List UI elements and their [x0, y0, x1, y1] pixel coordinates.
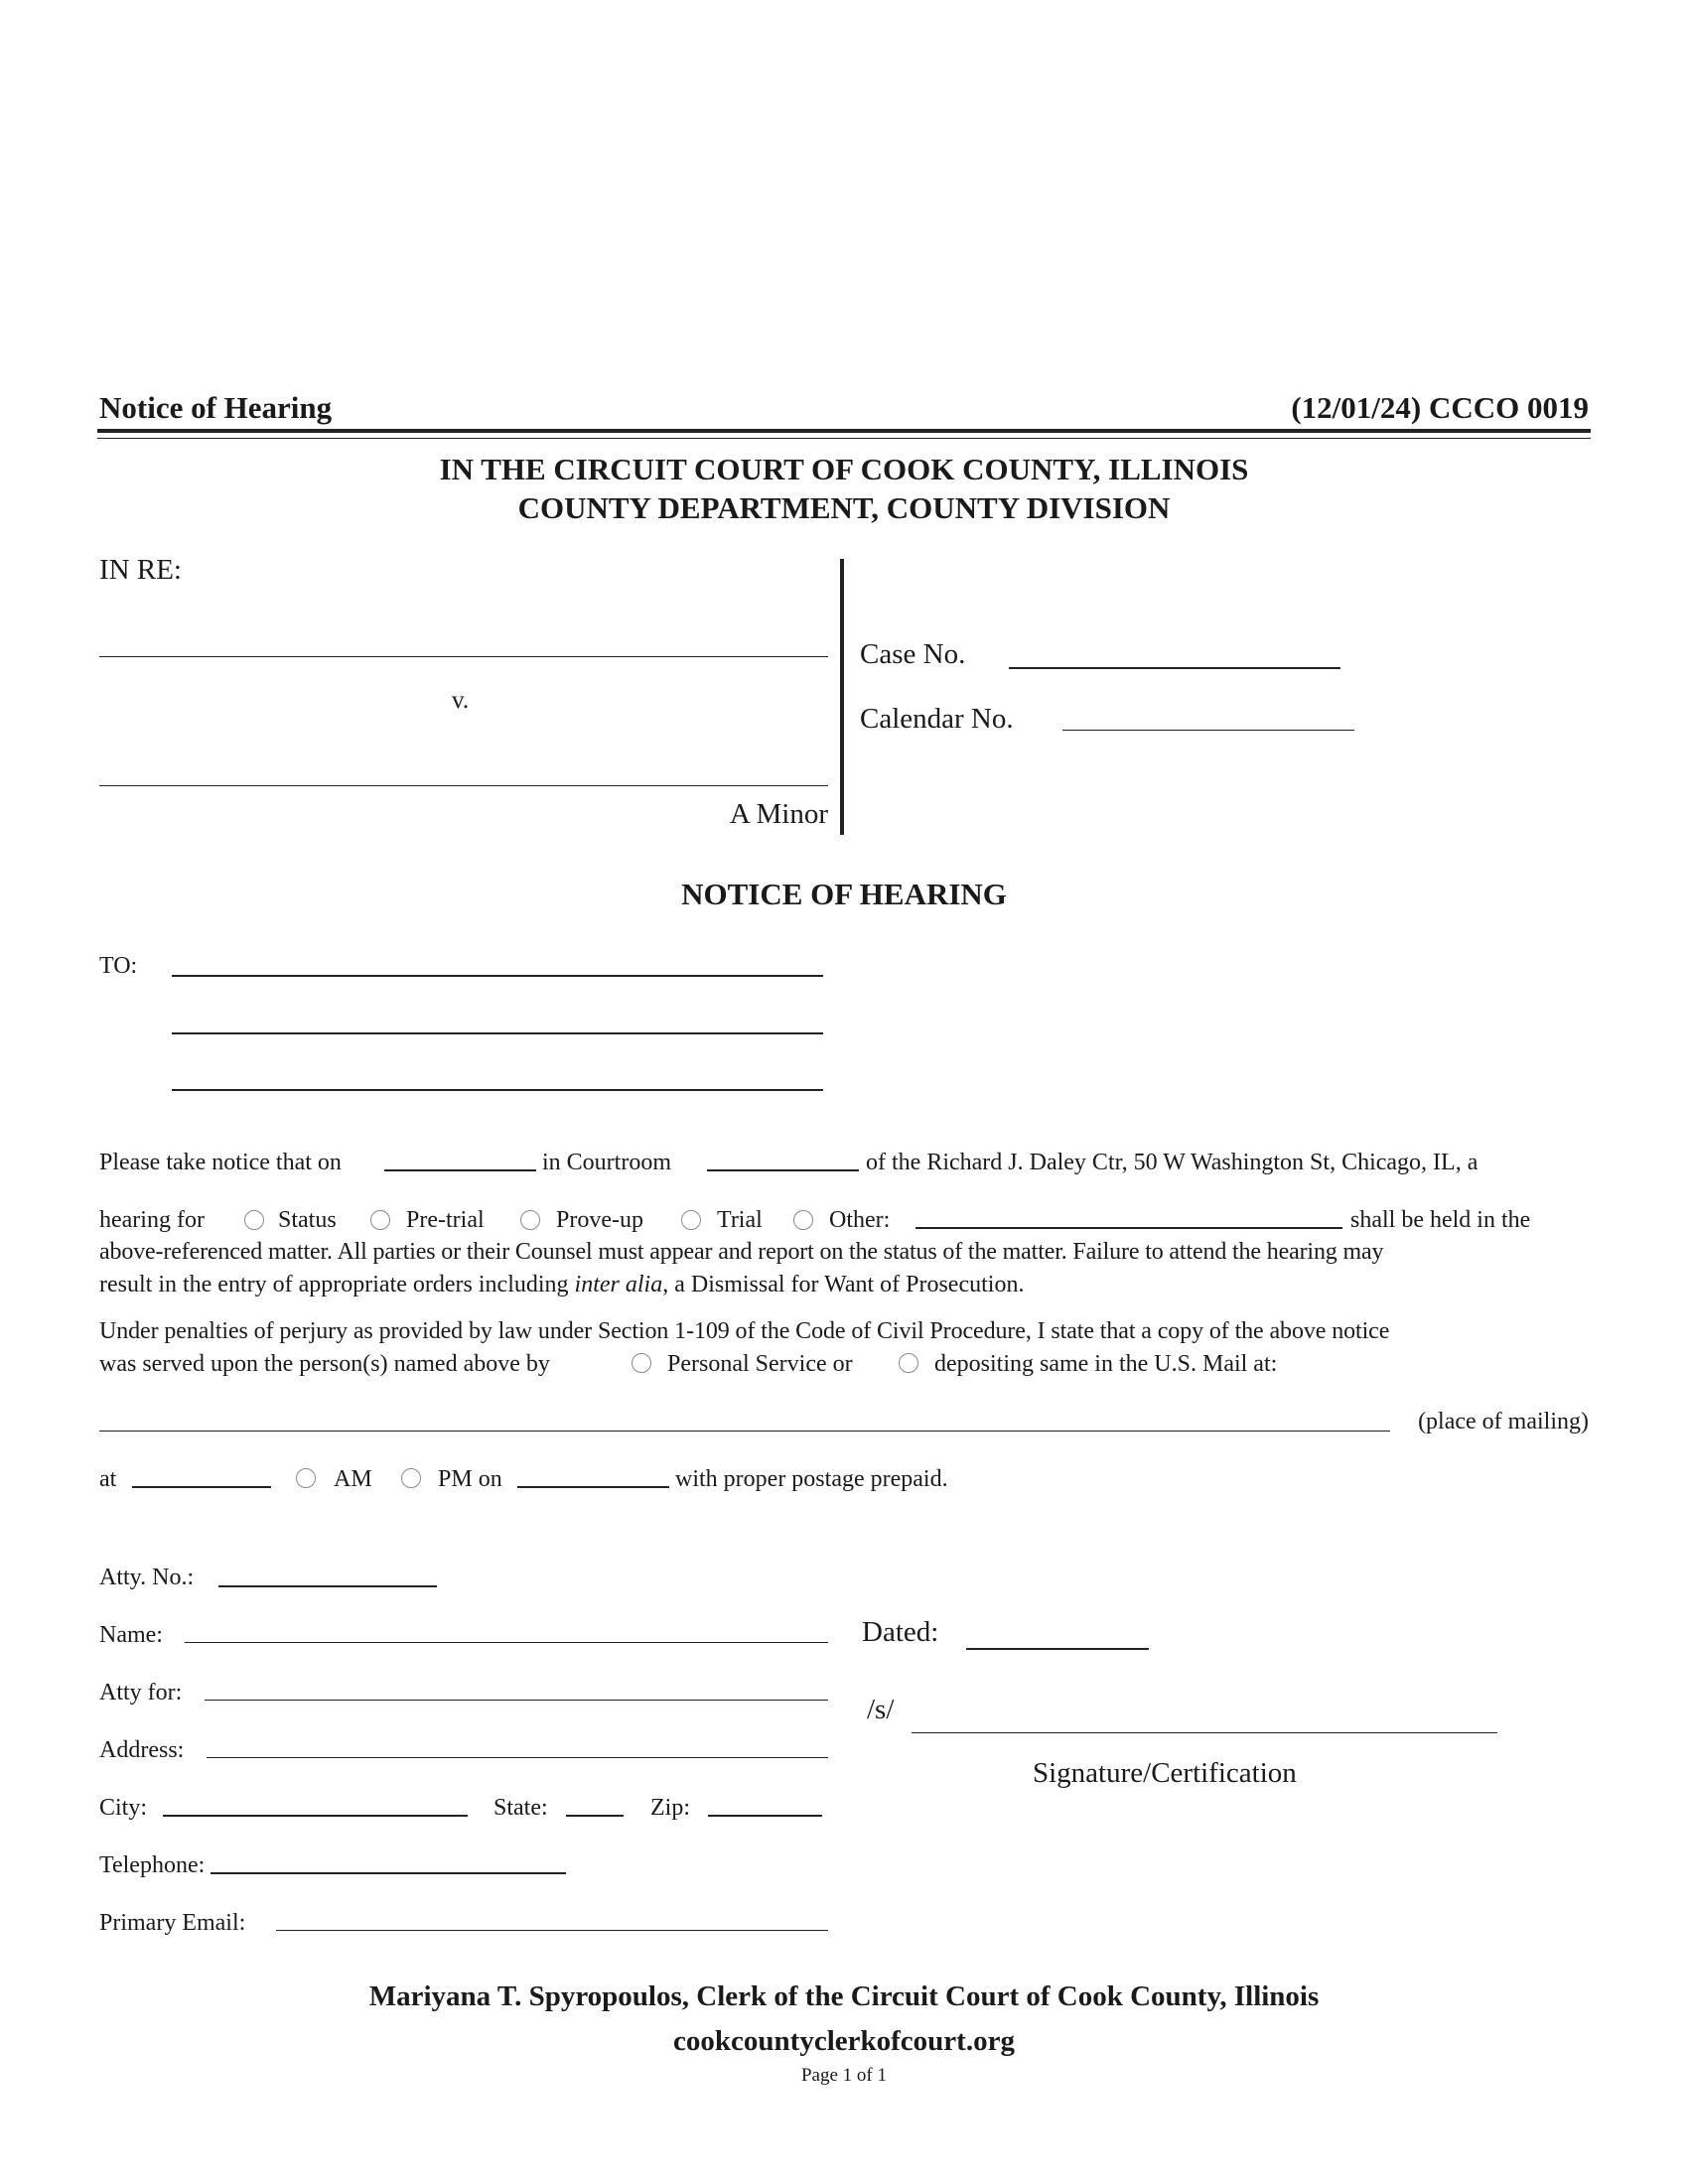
other-hearing-input[interactable] [915, 1199, 1338, 1227]
place-of-mailing-line [99, 1431, 1390, 1432]
place-of-mailing-input[interactable] [99, 1401, 1386, 1429]
header-rule-thin [97, 438, 1591, 439]
notice-date-label: Please take notice that on [99, 1150, 342, 1175]
party-one-input[interactable] [99, 625, 824, 653]
pm-radio[interactable] [401, 1468, 421, 1488]
telephone-label: Telephone: [99, 1852, 206, 1878]
hearing-for-label: hearing for [99, 1207, 205, 1233]
dismissal-text-a: result in the entry of appropriate orders including [99, 1272, 575, 1297]
us-mail-radio[interactable] [899, 1353, 918, 1373]
court-name: IN THE CIRCUIT COURT OF COOK COUNTY, ILLINOIS [439, 452, 1249, 486]
party-two-input[interactable] [99, 754, 824, 782]
party-two-line [99, 785, 828, 786]
courtroom-label: in Courtroom [542, 1150, 671, 1175]
to-line-2-input[interactable] [172, 1003, 819, 1030]
personal-service-label: Personal Service or [667, 1351, 853, 1377]
at-label: at [99, 1466, 117, 1492]
postage-text: with proper postage prepaid. [675, 1466, 948, 1492]
clerk-name: Mariyana T. Spyropoulos, Clerk of the Circuit Court of Cook County, Illinois [368, 1980, 1320, 2012]
served-text: was served upon the person(s) named above by [99, 1351, 550, 1377]
perjury-text: Under penalties of perjury as provided by law under Section 1-109 of the Code of Civil Procedure, I state that a copy of the above notice [99, 1318, 1390, 1344]
hearing-date-input[interactable] [384, 1142, 533, 1169]
calendar-no-line [1062, 730, 1354, 731]
mail-date-line [517, 1486, 669, 1488]
notice-title: NOTICE OF HEARING [681, 877, 1007, 911]
email-input[interactable] [276, 1901, 825, 1929]
telephone-input[interactable] [211, 1843, 563, 1871]
mail-date-input[interactable] [517, 1457, 666, 1485]
atty-no-input[interactable] [218, 1557, 433, 1584]
mail-time-line [132, 1486, 271, 1488]
signature-line [912, 1732, 1497, 1733]
proveup-option-label: Prove-up [556, 1207, 643, 1233]
am-label: AM [334, 1466, 372, 1492]
place-of-mailing-label: (place of mailing) [1418, 1409, 1589, 1434]
state-label: State: [493, 1795, 548, 1821]
dated-input[interactable] [966, 1618, 1145, 1646]
to-line-3 [172, 1089, 823, 1091]
calendar-no-input[interactable] [1062, 701, 1350, 729]
s-mark: /s/ [867, 1694, 895, 1725]
mail-time-input[interactable] [132, 1457, 267, 1485]
minor-label: A Minor [729, 798, 828, 830]
case-no-label: Case No. [860, 638, 966, 670]
name-line [185, 1642, 828, 1643]
zip-label: Zip: [650, 1795, 690, 1821]
city-line [163, 1815, 468, 1817]
dated-label: Dated: [862, 1616, 939, 1648]
header-rule-thick [97, 429, 1591, 433]
shall-be-held-text: shall be held in the [1350, 1207, 1531, 1233]
pretrial-option-label: Pre-trial [406, 1207, 485, 1233]
city-input[interactable] [163, 1786, 465, 1814]
other-radio[interactable] [793, 1210, 813, 1230]
name-input[interactable] [185, 1613, 825, 1641]
inter-alia-text: inter alia [574, 1272, 663, 1297]
trial-option-label: Trial [717, 1207, 763, 1233]
versus-label: v. [452, 687, 470, 714]
dismissal-text [99, 1272, 1024, 1298]
state-line [566, 1815, 624, 1817]
dated-line [966, 1648, 1149, 1650]
address-label: Address: [99, 1737, 185, 1763]
in-re-label: IN RE: [99, 554, 182, 586]
pretrial-radio[interactable] [370, 1210, 390, 1230]
courtroom-input[interactable] [707, 1142, 856, 1169]
signature-input[interactable] [912, 1702, 1493, 1729]
state-input[interactable] [566, 1786, 622, 1814]
atty-no-label: Atty. No.: [99, 1565, 195, 1590]
appearance-text: above-referenced matter. All parties or their Counsel must appear and report on the status of the matter. Failure to attend the hearing may [99, 1239, 1384, 1265]
address-input[interactable] [207, 1728, 825, 1756]
form-code: (12/01/24) CCCO 0019 [1291, 390, 1589, 425]
to-line-1 [172, 975, 823, 977]
party-one-line [99, 656, 828, 657]
email-label: Primary Email: [99, 1910, 246, 1936]
caption-divider [840, 559, 844, 835]
proveup-radio[interactable] [520, 1210, 540, 1230]
to-line-2 [172, 1032, 823, 1034]
atty-for-input[interactable] [205, 1671, 825, 1699]
case-no-line [1009, 667, 1340, 669]
dismissal-text-b: , a Dismissal for Want of Prosecution. [662, 1272, 1025, 1297]
other-hearing-line [915, 1227, 1342, 1229]
courtroom-line [707, 1169, 859, 1171]
zip-input[interactable] [708, 1786, 819, 1814]
hearing-date-line [384, 1169, 536, 1171]
signature-caption: Signature/Certification [1033, 1757, 1297, 1789]
atty-for-label: Atty for: [99, 1680, 183, 1706]
address-line [207, 1757, 828, 1758]
am-radio[interactable] [296, 1468, 316, 1488]
calendar-no-label: Calendar No. [860, 703, 1014, 735]
us-mail-label: depositing same in the U.S. Mail at: [934, 1351, 1278, 1377]
zip-line [708, 1815, 822, 1817]
to-line-3-input[interactable] [172, 1059, 819, 1087]
courthouse-address: of the Richard J. Daley Ctr, 50 W Washington St, Chicago, IL, a [866, 1150, 1478, 1175]
case-no-input[interactable] [1009, 638, 1336, 666]
trial-radio[interactable] [681, 1210, 701, 1230]
court-division: COUNTY DEPARTMENT, COUNTY DIVISION [517, 490, 1171, 525]
to-label: TO: [99, 953, 138, 979]
personal-service-radio[interactable] [632, 1353, 651, 1373]
page-number: Page 1 of 1 [800, 2065, 887, 2086]
city-label: City: [99, 1795, 148, 1821]
status-option-label: Status [278, 1207, 337, 1233]
name-label: Name: [99, 1622, 163, 1648]
atty-for-line [205, 1700, 828, 1701]
telephone-line [211, 1872, 566, 1874]
other-option-label: Other: [829, 1207, 891, 1233]
clerk-website[interactable]: cookcountyclerkofcourt.org [673, 2025, 1015, 2057]
email-line [276, 1930, 828, 1931]
pm-on-label: PM on [438, 1466, 502, 1492]
atty-no-line [218, 1585, 437, 1587]
to-line-1-input[interactable] [172, 945, 819, 973]
status-radio[interactable] [244, 1210, 264, 1230]
form-title: Notice of Hearing [99, 390, 333, 425]
